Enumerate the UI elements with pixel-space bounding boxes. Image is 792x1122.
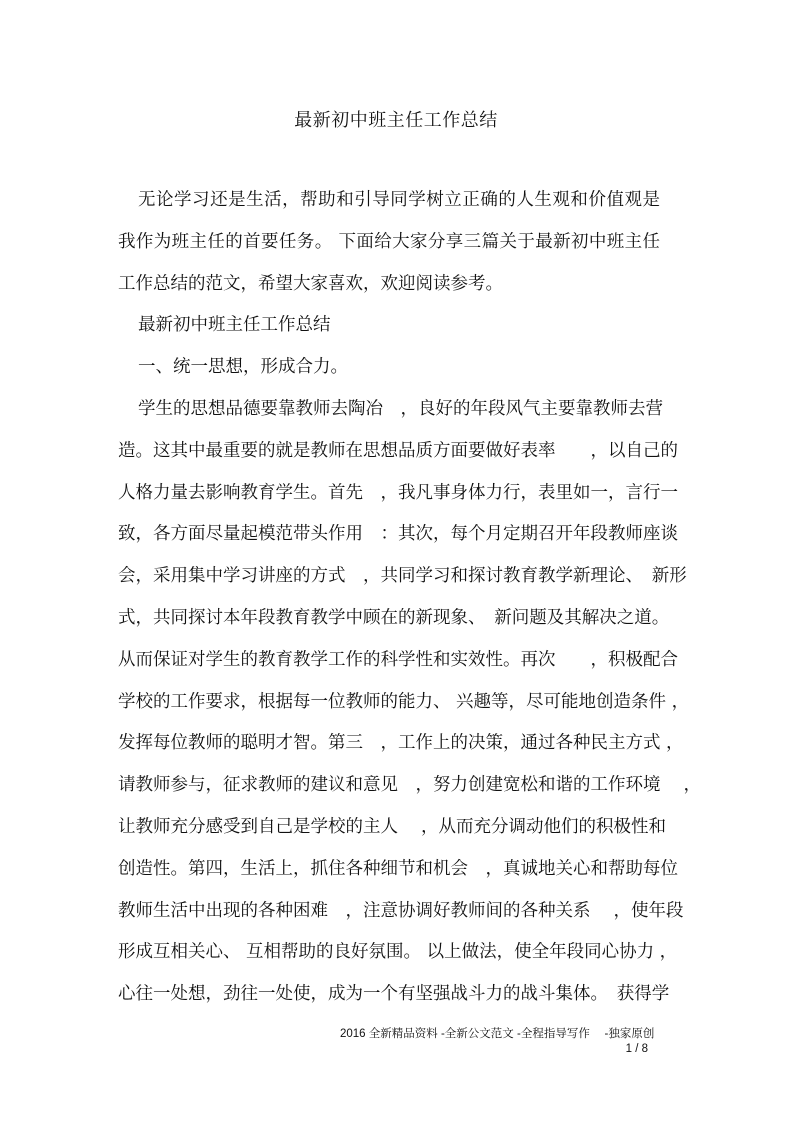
paragraph-line: 从而保证对学生的教育教学工作的科学性和实效性。再次 ，积极配合 bbox=[118, 649, 678, 670]
section-heading: 最新初中班主任工作总结 bbox=[138, 315, 331, 336]
paragraph-line: 学校的工作要求，根据每一位教师的能力、 兴趣等，尽可能地创造条件 ， bbox=[118, 691, 690, 712]
paragraph-line: 式，共同探讨本年段教育教学中顾在的新现象、 新问题及其解决之道。 bbox=[118, 607, 670, 628]
paragraph-line: 致，各方面尽量起模范带头作用 ：其次，每个月定期召开年段教师座谈 bbox=[118, 524, 678, 545]
footer-slogan: 2016 全新精品资料 -全新公文范文 -全程指导写作 -独家原创 bbox=[340, 1028, 655, 1040]
paragraph-line: 人格力量去影响教育学生。首先 ，我凡事身体力行，表里如一，言行一 bbox=[118, 482, 678, 503]
paragraph-line: 创造性。第四，生活上，抓住各种细节和机会 ，真诚地关心和帮助每位 bbox=[118, 858, 678, 879]
paragraph-line: 让教师充分感受到自己是学校的主人 ，从而充分调动他们的积极性和 bbox=[118, 816, 667, 837]
paragraph-line: 发挥每位教师的聪明才智。第三 ，工作上的决策，通过各种民主方式 ， bbox=[118, 733, 684, 754]
paragraph-line: 无论学习还是生活，帮助和引导同学树立正确的人生观和价值观是 bbox=[138, 190, 660, 210]
paragraph-line: 工作总结的范文，希望大家喜欢，欢迎阅读参考。 bbox=[118, 273, 503, 294]
subsection-heading: 一、统一思想，形成合力。 bbox=[138, 357, 348, 378]
paragraph-line: 形成互相关心、 互相帮助的良好氛围。 以上做法，使全年段同心协力 ， bbox=[118, 942, 678, 963]
page-footer bbox=[340, 1025, 655, 1055]
paragraph-line: 请教师参与，征求教师的建议和意见 ，努力创建宽松和谐的工作环境 ， bbox=[118, 775, 702, 796]
document-body bbox=[118, 184, 702, 1020]
paragraph-line: 造。这其中最重要的就是教师在思想品质方面要做好表率 ，以自己的 bbox=[118, 440, 678, 461]
page-number: 1 / 8 bbox=[625, 1043, 648, 1055]
paragraph-line: 教师生活中出现的各种困难 ，注意协调好教师间的各种关系 ，使年段 bbox=[118, 900, 684, 921]
paragraph-line: 会，采用集中学习讲座的方式 ，共同学习和探讨教育教学新理论、 新形 bbox=[118, 566, 687, 587]
paragraph-line: 心往一处想，劲往一处使，成为一个有坚强战斗力的战斗集体。 获得学 bbox=[118, 984, 670, 1005]
paragraph-line: 学生的思想品德要靠教师去陶冶 ，良好的年段风气主要靠教师去营 bbox=[138, 398, 663, 419]
document-title: 最新初中班主任工作总结 bbox=[294, 110, 498, 131]
paragraph-line: 我作为班主任的首要任务。 下面给大家分享三篇关于最新初中班主任 bbox=[118, 231, 660, 252]
